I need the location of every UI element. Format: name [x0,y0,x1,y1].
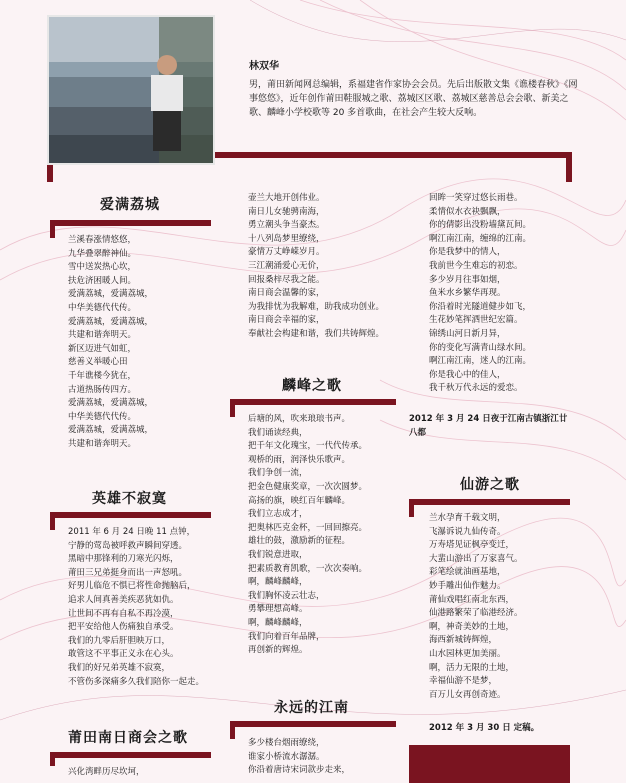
poem-line: 把奥林匹克金杯，一回回擦亮。 [248,522,368,533]
poem-line: 啊江南江南，缠绵的江南。 [429,233,532,244]
title-bar-nanri-side [50,752,55,766]
poem-line: 回报桑梓尽我之能。 [248,274,325,285]
poem-line: 你的倩影出没粉墙黛瓦间。 [429,220,532,231]
jiangnan-date: 2012 年 3 月 24 日夜于江南古镇浙江廿八都 [409,414,568,438]
poem-line: 你是我心中的佳人， [429,369,506,380]
poem-body-nanri-continued [248,192,384,342]
title-bar-jiangnan [230,721,396,727]
poem-line: 柔情似水衣袂飘飘， [429,206,506,217]
poem-line: 仙港路繁荣了临港经济。 [429,608,523,619]
poem-line: 兰水孕育千载文明， [429,513,506,523]
author-bio: 男，莆田新闻网总编辑，系福建省作家协会会员。先后出版散文集《谯楼春秋》《网事悠悠》，近年创作莆田鞋服城之歌、荔城区区歌、荔城区慈善总会会歌、新美之歌、麟峰小学校歌等 20 多首歌曲，在社会产生较大反响。 [249,80,578,118]
poem-line: 你的变化写满青山绿水间。 [429,342,532,353]
poem-line: 再创新的辉煌。 [248,645,308,656]
poem-line: 你沿着唐诗宋词款步走来， [248,765,351,776]
poem-title-yingxiong: 英雄不寂寞 [92,491,167,507]
poem-line: 勇立潮头争当豪杰。 [248,220,325,231]
xianyou-date: 2012 年 3 月 30 日 定稿。 [429,723,540,733]
poem-body-aiman [68,234,153,452]
poem-line: 爱满荔城，爱满荔城， [68,398,154,409]
poem-line: 好男儿临危不惧已将性命抛脑后， [68,581,196,592]
poem-line: 莆仙戏唱红南北东西， [429,594,515,605]
poem-line: 你是我梦中的情人， [429,247,506,258]
poem-body-nanri [68,766,145,780]
poem-line: 大蜚山游出了万家喜气。 [429,553,523,564]
poem-title-nanri: 莆田南日商会之歌 [68,730,188,746]
poem-line: 我们向着百年品牌， [248,631,325,642]
poem-line: 彩笔绘就油画基地， [429,567,506,578]
poem-line: 敢管这不平事正义永在心头。 [68,649,179,660]
poem-line: 我前世今生难忘的初恋。 [429,260,523,271]
poem-line: 把平安给他人伤痛独自承受。 [68,622,179,633]
poem-line: 把千年文化瑰宝，一代代传承。 [248,441,368,452]
poem-line: 我们争创一流， [248,468,308,479]
title-bar-xianyou [409,499,570,505]
poem-line: 我们立志成才， [248,509,308,520]
poem-line: 南日儿女驰骋南海， [248,206,325,217]
poem-line: 兰溪春涨情悠悠， [68,235,137,245]
poem-line: 中华美德代代传。 [68,411,137,422]
title-bar-nanri [50,752,211,758]
poem-line: 我们诵读经典， [248,427,308,438]
poem-line: 妙手雕出仙作魅力。 [429,580,506,591]
title-bar-xianyou-side [409,499,414,517]
poem-line: 多少岁月往事如烟， [429,274,506,285]
poem-line: 扶危济困暖人间。 [68,275,137,286]
poem-line: 十八列岛梦里缭绕， [248,233,325,244]
poem-line: 我千秋万代永远的爱恋。 [429,383,523,394]
poem-line: 谁家小桥流水潺潺。 [248,751,325,762]
author-name: 林双华 [249,61,279,72]
poem-title-jiangnan: 永远的江南 [274,700,349,716]
poem-line: 壶兰大地开创伟业。 [248,193,325,203]
poem-line: 让世间不再有自私不再冷漠， [68,608,179,619]
poem-body-jiangnan-continued [429,192,531,396]
poem-line: 我们的好兄弟英雄不寂寞， [68,662,171,673]
poem-line: 千年谯楼今犹在， [68,370,137,381]
poem-line: 九华叠翠醉神仙。 [68,248,137,259]
poem-line: 宁静的莺岛被呼救声瞬间穿透。 [68,540,188,551]
header-rule-right [566,152,572,182]
poem-line: 为我排忧为我解难，助我成功创业。 [248,301,385,312]
title-bar-aiman [50,220,211,226]
title-bar-aiman-side [50,220,55,238]
title-bar-linfeng-side [230,399,235,417]
poem-title-xianyou: 仙游之歌 [460,477,520,493]
poem-line: 后塘的风，吹来琅琅书声。 [248,414,351,424]
poem-line: 山水园林更加美丽。 [429,648,506,659]
poem-line: 共建和谐奔明天。 [68,438,137,449]
poem-body-yingxiong [68,526,204,689]
poem-line: 海西新城铸辉煌， [429,635,498,646]
poem-line: 啊，神奇美妙的土地， [429,621,515,632]
poem-line: 飞瀑诉说九仙传奇。 [429,526,506,537]
poem-line: 兴化湾畔历尽坎坷， [68,767,145,777]
poem-line: 不管伤多深痛多久我们陪你一起走。 [68,676,205,687]
poem-line: 你沿着时光隧道健步如飞， [429,301,532,312]
title-bar-jiangnan-side [230,721,235,739]
poem-line: 勇攀理想高峰。 [248,604,308,615]
poem-line: 2011 年 6 月 24 日晚 11 点钟， [68,527,196,537]
poem-line: 追求人间真善美疾恶犹如仇。 [68,594,179,605]
poem-line: 啊江南江南，迷人的江南。 [429,356,532,367]
poem-line: 多少楼台烟雨缭绕， [248,738,325,748]
poem-line: 奉献社会构建和谐，我们共铸辉煌。 [248,328,385,339]
poem-line: 黑暗中那锋利的刀寒光闪烁， [68,554,179,565]
poem-line: 古道热肠传四方。 [68,384,137,395]
poem-line: 南日商会幸福的家， [248,315,325,326]
poem-title-linfeng: 麟峰之歌 [282,378,342,394]
poem-line: 莆田三兄弟挺身而出一声怒吼。 [68,567,188,578]
poem-line: 幸福仙游不是梦， [429,676,498,687]
poem-line: 中华美德代代传。 [68,302,137,313]
poem-line: 豪情万丈峥嵘岁月。 [248,247,325,258]
poem-line: 把金色健康奖章，一次次圆梦。 [248,481,368,492]
poem-line: 三江潮涌爱心无价， [248,260,325,271]
poem-line: 雪中送炭热心坎， [68,262,137,273]
poem-line: 高扬的旗，映红百年麟峰。 [248,495,351,506]
poem-line: 观桥的雨，润泽快乐歌声。 [248,454,351,465]
poem-line: 爱满荔城，爱满荔城， [68,289,154,300]
poem-line: 雄壮的鼓，激励新的征程。 [248,536,351,547]
poem-line: 把素质教育凯歌，一次次奏响。 [248,563,368,574]
poem-line: 南日商会温馨的家， [248,288,325,299]
poem-line: 锦绣山河日新月异， [429,328,506,339]
title-bar-yingxiong [50,512,211,518]
title-bar-yingxiong-side [50,512,55,530]
poem-line: 生花妙笔挥洒世纪宏篇。 [429,315,523,326]
title-bar-linfeng [230,399,396,405]
poem-line: 爱满荔城，爱满荔城， [68,316,154,327]
poem-line: 慈善义举暖心田 [68,357,128,368]
poem-body-linfeng [248,413,367,658]
poem-line: 我们胸怀凌云壮志， [248,590,325,601]
poem-line: 共建和谐奔明天。 [68,330,137,341]
poem-line: 我们的九零后肝胆映万口， [68,635,171,646]
poem-line: 回眸一笑穿过悠长雨巷。 [429,193,523,203]
poem-line: 啊，麟峰麟峰， [248,577,308,588]
poem-line: 啊，活力无限的土地， [429,662,515,673]
poem-line: 新区迈进气如虹， [68,343,137,354]
poem-title-aiman: 爱满荔城 [100,197,160,213]
poem-line: 啊，麟峰麟峰， [248,617,308,628]
footer-accent-block [409,745,570,783]
poem-line: 我们锐意进取， [248,549,308,560]
poem-body-jiangnan [248,737,350,778]
author-photo [47,15,215,165]
poem-line: 鱼米水乡繁华再现。 [429,288,506,299]
poem-body-xianyou [429,512,523,702]
poem-line: 万寿塔见证枫亭变迁， [429,540,515,551]
poem-line: 百万儿女再创奇迹。 [429,689,506,700]
poem-line: 爱满荔城，爱满荔城， [68,425,154,436]
